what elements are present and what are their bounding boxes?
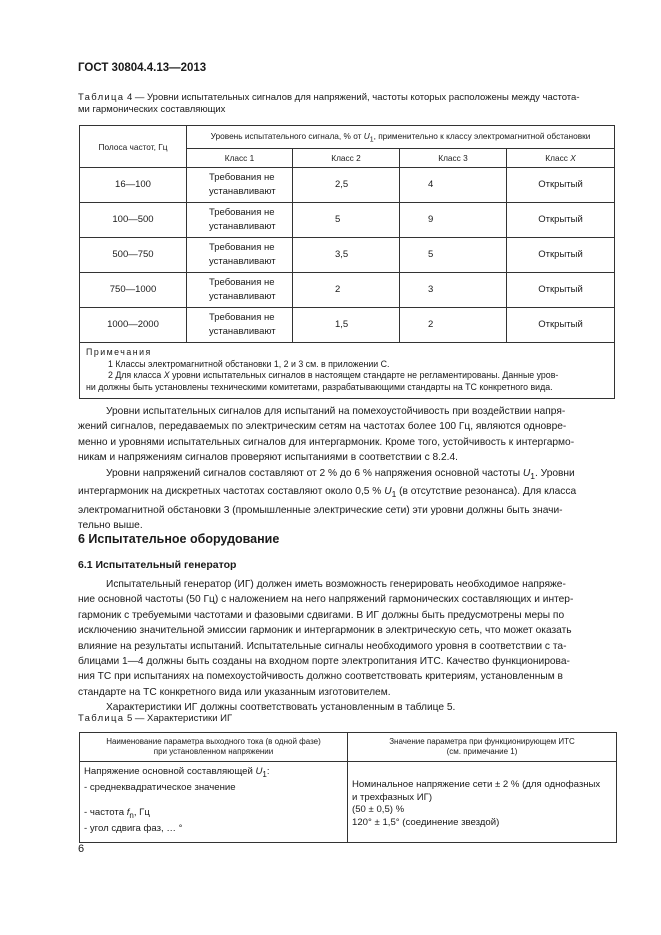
text-line: электромагнитной обстановки 3 (промышленные электрические сети) эти уровни должны быть значи- bbox=[78, 504, 563, 516]
var-sub: 1 bbox=[391, 489, 397, 500]
cell-text: Требования не bbox=[209, 277, 275, 288]
text-line: Испытательный генератор (ИГ) должен иметь возможность генерировать необходимое напряже- bbox=[106, 579, 566, 590]
table4-caption-text: 4 — Уровни испытательных сигналов для напряжений, частоты которых расположены между частота- bbox=[124, 92, 580, 103]
table4-header-level bbox=[187, 126, 615, 149]
table4-cell-class3: 9 bbox=[400, 203, 507, 238]
text-line: ния ТС при испытаниях на помехоустойчивость должно соответствовать критериям, установленным в bbox=[78, 671, 563, 683]
table4-caption-line2: ми гармонических составляющих bbox=[78, 104, 226, 115]
cell-line: (50 ± 0,5) % bbox=[352, 804, 405, 816]
table4-cell-class1 bbox=[187, 203, 293, 238]
text-line: Характеристики ИГ должны соответствовать установленным в таблице 5. bbox=[106, 702, 456, 714]
cell-text: , Гц bbox=[133, 807, 150, 819]
cell-line-empty bbox=[352, 766, 612, 779]
cell-text: : bbox=[266, 766, 270, 777]
para-line bbox=[78, 404, 615, 419]
table5-caption bbox=[78, 713, 232, 725]
table4-header-row bbox=[80, 126, 615, 149]
note2-var: X bbox=[163, 370, 170, 380]
cell-text: устанавливают bbox=[209, 186, 276, 197]
classx-text: Класс bbox=[545, 153, 571, 163]
table5 bbox=[79, 732, 617, 843]
header-level-sub: 1 bbox=[369, 136, 374, 144]
table4-caption bbox=[78, 92, 580, 116]
table5-caption-text: 5 — Характеристики ИГ bbox=[124, 713, 233, 724]
cell-line: - среднеквадратическое значение bbox=[84, 781, 236, 793]
var-f: f bbox=[126, 807, 130, 819]
cell-line: и трехфазных ИГ) bbox=[352, 791, 433, 803]
header-level-var: U bbox=[363, 130, 370, 141]
cell-text: Требования не bbox=[209, 207, 275, 218]
cell-text: Требования не bbox=[209, 312, 275, 323]
table-row bbox=[80, 203, 615, 238]
table-row bbox=[80, 273, 615, 308]
text-line: ние основной частоты (50 Гц) с наложением на него напряжений гармонических составляющих и интер- bbox=[78, 594, 574, 606]
table4-caption-word: Таблица bbox=[78, 92, 125, 103]
subsection-title: 6.1 Испытательный генератор bbox=[78, 559, 237, 571]
note-1: 1 Классы электромагнитной обстановки 1, 2 и 3 см. в приложении С. bbox=[108, 358, 390, 369]
header-text: Наименование параметра выходного тока (в одной фазе) bbox=[106, 736, 321, 746]
cell-text: - частота bbox=[84, 807, 127, 819]
var-u: U bbox=[522, 467, 531, 479]
table5-header-left bbox=[80, 733, 348, 762]
table4-cell-class1 bbox=[187, 308, 293, 343]
table4-cell-class2: 2 bbox=[293, 273, 400, 308]
table4-cell-class1 bbox=[187, 168, 293, 203]
table4-notes bbox=[80, 343, 615, 399]
cell-line: 120° ± 1,5° (соединение звездой) bbox=[352, 817, 500, 829]
table-row bbox=[80, 762, 617, 843]
table4-header-class2: Класс 2 bbox=[293, 149, 400, 168]
header-text: (см. примечание 1) bbox=[446, 747, 518, 756]
text-line: блицами 1—4 должны быть созданы на входном порте электропитания ИТС. Качество функционирова- bbox=[78, 656, 570, 668]
var-sub: 1 bbox=[262, 769, 267, 779]
note2-text: 2 Для класса bbox=[108, 370, 164, 380]
para-line bbox=[78, 466, 615, 484]
cell-line-empty bbox=[84, 795, 343, 808]
table4-cell-class1 bbox=[187, 238, 293, 273]
cell-text: устанавливают bbox=[209, 291, 276, 302]
table4-cell-class2: 5 bbox=[293, 203, 400, 238]
text-line: Уровни напряжений сигналов составляют от 2 % до 6 % напряжения основной частоты bbox=[106, 467, 523, 479]
cell-line: - угол сдвига фаз, … ° bbox=[84, 823, 183, 834]
text-line-var bbox=[78, 484, 615, 502]
table4-cell-class3: 4 bbox=[400, 168, 507, 203]
table4-cell-band: 100—500 bbox=[80, 203, 187, 238]
text-line: исключению значительной эмиссии гармоник и интергармоник в электрическую сеть, что может оказать bbox=[78, 625, 572, 637]
text-line: стандарте на ТС конкретного вида или указанным изготовителем. bbox=[78, 686, 391, 698]
text-line: Уровни испытательных сигналов для испытаний на помехоустойчивость при воздействии напря- bbox=[106, 406, 566, 417]
paragraph-generator bbox=[78, 577, 615, 716]
table4-cell-class2: 1,5 bbox=[293, 308, 400, 343]
text-line: менно и уровнями испытательных сигналов для интергармоник. Кроме того, устойчивость к интергармо- bbox=[78, 436, 575, 448]
table4-cell-class2: 3,5 bbox=[293, 238, 400, 273]
table4 bbox=[79, 125, 615, 399]
page-number: 6 bbox=[78, 843, 85, 855]
var-u: U bbox=[384, 486, 392, 498]
table5-header-right bbox=[348, 733, 617, 762]
table4-cell-class3: 5 bbox=[400, 238, 507, 273]
table4-header-class1: Класс 1 bbox=[187, 149, 293, 168]
text-line: влияние на результаты испытаний. Испытательные сигналы необходимого уровня в соответствии с та- bbox=[78, 640, 567, 652]
document-header: ГОСТ 30804.4.13—2013 bbox=[78, 62, 207, 74]
table-row bbox=[80, 238, 615, 273]
table5-header-row bbox=[80, 733, 617, 762]
text-line: никам и напряжениям сигналов проверяют испытаниями в соответствии с 8.2.4. bbox=[78, 452, 458, 464]
cell-line bbox=[84, 807, 343, 823]
table4-cell-classx: Открытый bbox=[507, 238, 615, 273]
table4-cell-classx: Открытый bbox=[507, 203, 615, 238]
table4-header-classx bbox=[507, 149, 615, 168]
text-line-end: (в отсутствие резонанса). Для класса bbox=[396, 486, 577, 498]
header-level-text: Уровень испытательного сигнала, % от bbox=[210, 130, 364, 141]
table5-cell-value bbox=[348, 762, 617, 843]
cell-line: Номинальное напряжение сети ± 2 % (для однофазных bbox=[352, 778, 601, 790]
table4-header-freq: Полоса частот, Гц bbox=[80, 126, 187, 168]
text-line: гармоник с требуемыми частотами и фазовыми сдвигами. В ИГ должны быть предусмотрены меры по bbox=[78, 609, 565, 621]
table4-notes-row bbox=[80, 343, 615, 399]
paragraph-signal-levels bbox=[78, 404, 615, 533]
notes-heading: Примечания bbox=[86, 347, 152, 357]
note-2 bbox=[86, 370, 608, 382]
table4-cell-class1 bbox=[187, 273, 293, 308]
table5-cell-parameter bbox=[80, 762, 348, 843]
table4-cell-band: 750—1000 bbox=[80, 273, 187, 308]
table4-cell-class3: 2 bbox=[400, 308, 507, 343]
var-sub: n bbox=[129, 811, 134, 821]
note2-text-end: уровни испытательных сигналов в настоящем стандарте не регламентированы. Данные уров- bbox=[169, 370, 559, 380]
cell-text: устанавливают bbox=[209, 221, 276, 232]
var-sub: 1 bbox=[530, 470, 536, 481]
table4-cell-band: 500—750 bbox=[80, 238, 187, 273]
cell-text: Требования не bbox=[209, 172, 275, 183]
table4-cell-class2: 2,5 bbox=[293, 168, 400, 203]
cell-text: Требования не bbox=[209, 242, 275, 253]
cell-text: устанавливают bbox=[209, 256, 276, 267]
text-line: интергармоник на дискретных частотах составляют около 0,5 % bbox=[78, 486, 385, 498]
cell-text: Напряжение основной составляющей bbox=[84, 766, 256, 777]
text-line: тельно выше. bbox=[78, 519, 143, 531]
cell-text: устанавливают bbox=[209, 326, 276, 337]
table4-cell-band: 1000—2000 bbox=[80, 308, 187, 343]
classx-var: X bbox=[570, 153, 576, 163]
header-text: при установленном напряжении bbox=[153, 747, 274, 756]
table4-cell-classx: Открытый bbox=[507, 308, 615, 343]
header-text: Значение параметра при функционирующем ИТС bbox=[389, 736, 575, 746]
table-row bbox=[80, 168, 615, 203]
table4-cell-band: 16—100 bbox=[80, 168, 187, 203]
table5-caption-word: Таблица bbox=[78, 713, 125, 724]
var-u: U bbox=[255, 766, 263, 777]
header-level-text-end: , применительно к классу электромагнитной обстановки bbox=[373, 130, 591, 141]
cell-line bbox=[84, 766, 343, 782]
text-line-end: . Уровни bbox=[535, 467, 575, 479]
section-title: 6 Испытательное оборудование bbox=[78, 532, 280, 546]
table4-header-class3: Класс 3 bbox=[400, 149, 507, 168]
text-line: жений сигналов, передаваемых по электрическим сетям на частотах более 100 Гц, являются одновре- bbox=[78, 421, 567, 433]
table4-cell-classx: Открытый bbox=[507, 273, 615, 308]
table-row bbox=[80, 308, 615, 343]
note-2-line2: ни должны быть установлены техническими комитетами, разрабатывающими стандарты на ТС конкретного вида. bbox=[86, 381, 553, 392]
table4-cell-class3: 3 bbox=[400, 273, 507, 308]
table4-cell-classx: Открытый bbox=[507, 168, 615, 203]
